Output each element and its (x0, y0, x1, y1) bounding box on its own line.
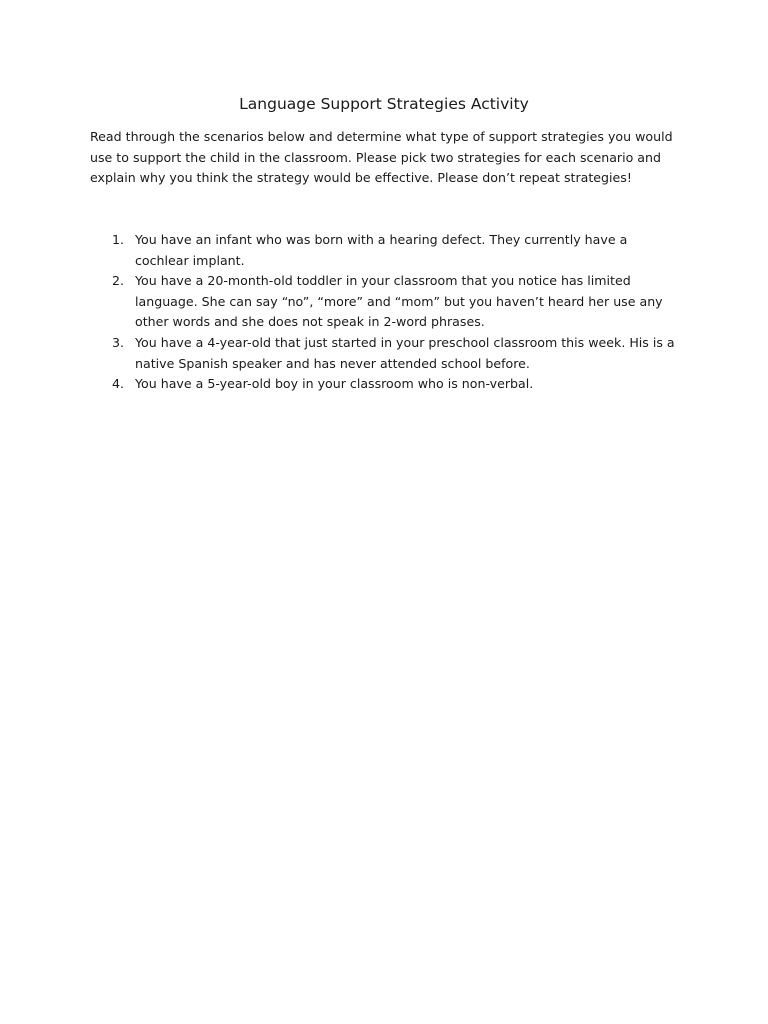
list-item-text: You have a 20-month-old toddler in your classroom that you notice has limited language. She can say “no”, “more” and “mom” but you haven’t heard her use any other words and she does not speak in 2-word phrases. (135, 273, 663, 330)
list-item (90, 230, 680, 271)
intro-paragraph: Read through the scenarios below and determine what type of support strategies you would use to support the child in the classroom. Please pick two strategies for each scenario and explain why you think the strategy would be effective. Please don’t repeat strategies! (90, 129, 673, 186)
list-item-number: 1. (112, 232, 125, 247)
document-title: Language Support Strategies Activity (239, 95, 529, 113)
scenario-list (90, 230, 680, 395)
list-item-text: You have an infant who was born with a hearing defect. They currently have a cochlear implant. (135, 232, 628, 268)
list-item-number: 4. (112, 376, 125, 392)
list-item-number: 3. (112, 334, 125, 350)
list-item (90, 333, 680, 374)
list-item (90, 271, 680, 333)
list-item (90, 374, 680, 395)
list-item-text: You have a 4-year-old that just started in your preschool classroom this week. His is a native Spanish speaker and has never attended school before. (135, 334, 675, 371)
list-item-number: 2. (112, 273, 125, 289)
list-item-text: You have a 5-year-old boy in your classroom who is non-verbal. (135, 376, 534, 392)
